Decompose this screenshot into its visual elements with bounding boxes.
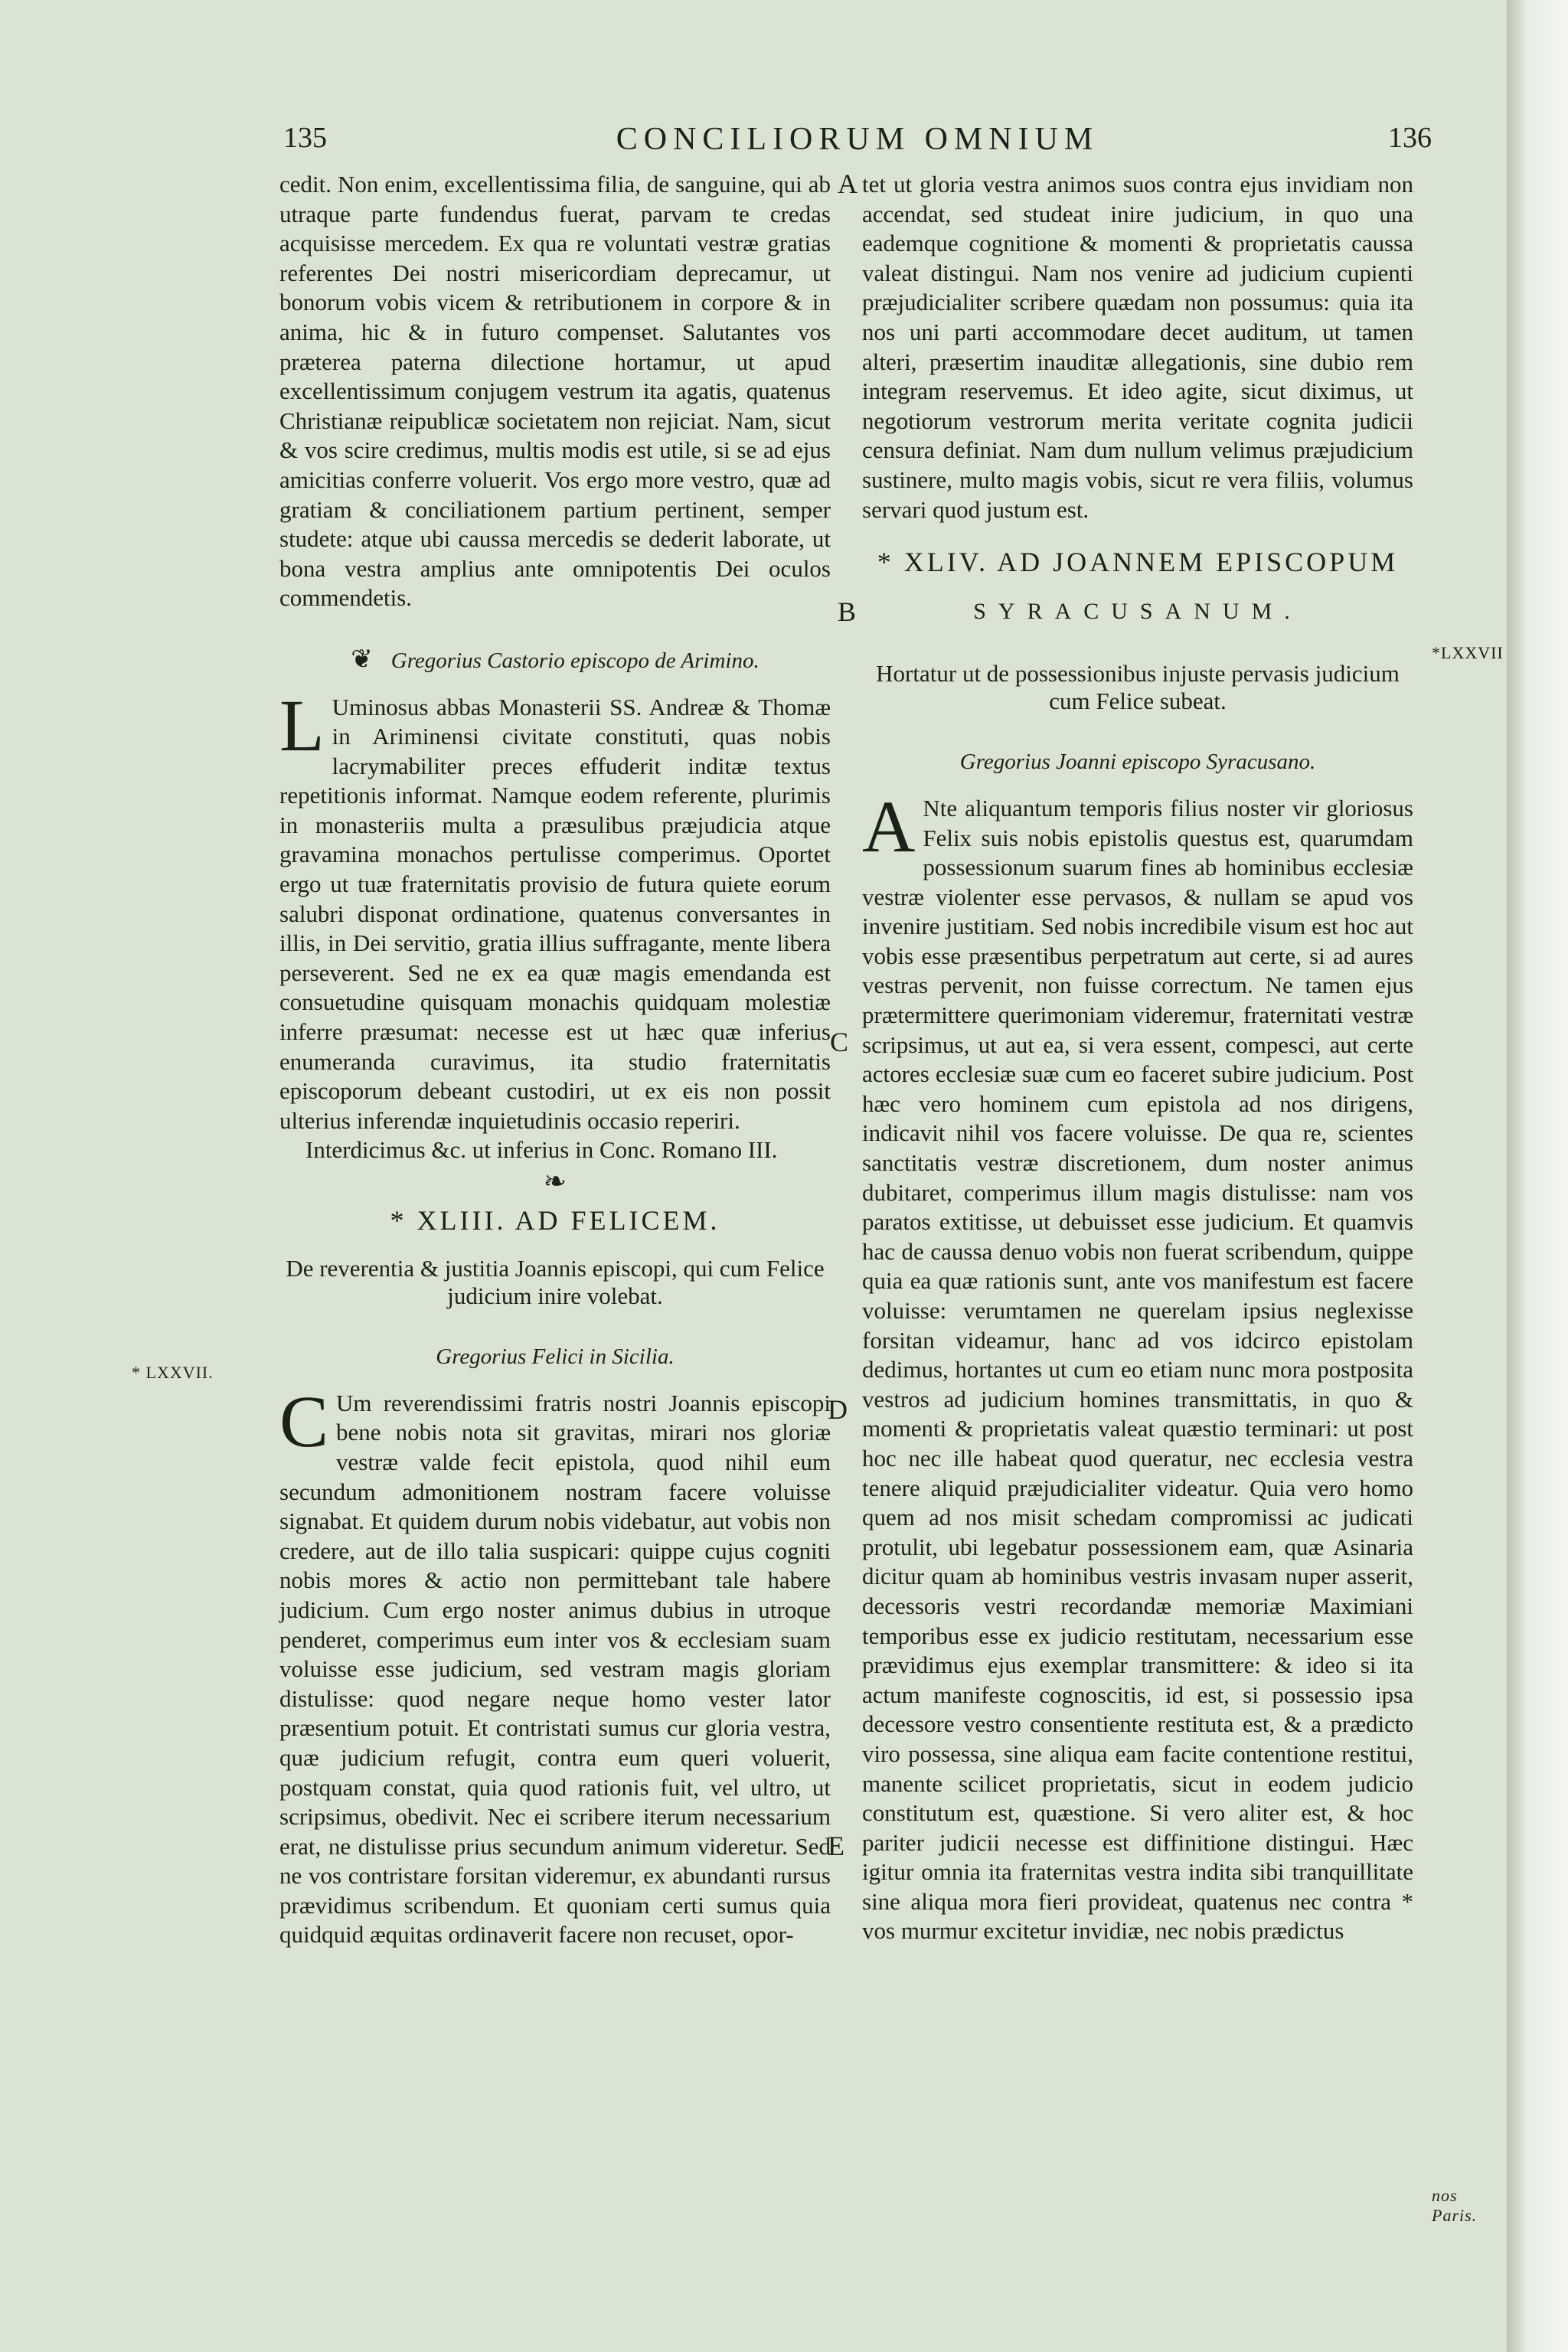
paragraph: tet ut gloria vestra animos suos contra ejus invidiam non accendat, sed studeat inire judicium, in quo una eademque cognitione & momenti & proprietatis caussa valeat distingui. Nam nos venire ad judicium cupienti præjudicialiter scribere quædam non possumus: quia ita nos uni parti accommodare decet auditum, ut tamen alteri, præsertim inauditæ allegationis, sine dubio rem integram reservemus. Et ideo agite, sicut diximus, ut negotiorum vestrorum merita veritate cognita judicii censura definiat. Nam dum nullum velimus præjudicium sustinere, multo magis vobis, sicut re vera filiis, volumus servari quod justum est. (862, 171, 1413, 523)
paragraph-text: Nte aliquantum temporis filius noster vir gloriosus Felix suis nobis epistolis questus est, quarumdam possessionum suarum fines ab hominibus ecclesiæ vestræ violenter esse pervasos, & nullam se apud vos invenire justitiam. Sed nobis incredibile visum est hoc aut vobis esse præsentibus perpetratum aut certe, si ad aures vestras pervenit, non fuisse correctum. Ne tamen ejus prætermittere querimoniam videremur, fraternitati vestræ scripsimus, ut aut ea, si vera essent, compesci, aut certe actores ecclesiæ suæ cum eo faceret subire judicium. Post hæc vero hominem cum epistola ad nos dirigens, indicavit nihil vos facere voluisse. De qua re, scientes sanctitatis vestræ discretionem, dum noster animus dubitaret, comperimus illum magis distulisse: nam vos paratos extitisse, ut debuisset esse judicium. Et quamvis hac de caussa denuo vobis non fuerat scribendum, quippe quia ea quæ rationis sunt, ante vos manifestum est facere voluisse: verumtamen ne querelam ipsius neglexisse forsitan videamur, hanc ad vos idcirco epistolam dedimus, hortantes ut cum eo etiam nunc mora postposita vestros ad judicium homines transmittatis, in quo & momenti & proprietatis valeat quæstio terminari: ut post hoc nec ille habeat quod queratur, nec ecclesia vestra tenere aliquid præjudicialiter videatur. Quia vero homo quem ad nos misit schedam compromissi ac judicati protulit, ubi legebatur possessionem eam, quæ Asinaria dicitur quam ab hominibus vestris invasam nuper asserit, decessoris vestri recordandæ memoriæ Maximiani temporibus esse ex judicio restitutam, necessarium esse prævidimus ejus exemplar transmittere: & ideo si ita actum manifeste cognoscitis, id est, si possessio ipsa decessore vestro consentiente restituta est, & a prædicto viro possessa, sine aliqua eam facite contentione restitui, manente scilicet proprietatis, sicut in eodem judicio constitutum est, quæstione. Si vero aliter est, & hoc pariter judicii necesse est diffinitione distingui. Hæc igitur omnia ita fraternitas vestra indita sibi tranquillitate sine aliqua mora fieri provideat, quatenus nec contra * vos murmur excitetur invidiæ, nec nobis prædictus (862, 794, 1413, 1945)
right-column (862, 170, 1413, 1946)
drop-cap: A (862, 785, 916, 867)
hand-ornament-icon: ❧ (543, 1166, 567, 1197)
page-number-left: 135 (283, 122, 327, 154)
running-head (283, 121, 1432, 159)
drop-cap: C (279, 1380, 329, 1462)
paragraph (862, 785, 1413, 1946)
margin-letter-d: D (828, 1394, 848, 1425)
paragraph: cedit. Non enim, excellentissima filia, de sanguine, qui ab utraque parte fundendus fuerat, parvam te credas acquisisse mercedem. Ex qua re voluntati vestræ gratias referentes Dei nostri misericordiam deprecamur, ut bonorum vobis vicem & retributionem in corpore & in anima, hic & in futuro compenset. Salutantes vos præterea paterna dilectione hortamur, ut apud excellentissimum conjugem vestrum ita agatis, quatenus Christianæ reipublicæ societatem non rejiciat. Nam, sicut & vos scire credimus, multis modis est utile, si se ad ejus amicitias conferre voluerit. Vos ergo more vestro, quæ ad gratiam & conciliationem partium pertinent, semper studete: atque ubi caussa mercedis se dederit laborate, ut bona vestra amplius ante omnipotentis Dei oculos commendetis. (279, 171, 831, 612)
paragraph (279, 684, 831, 1136)
paragraph: Interdicimus &c. ut inferius in Conc. Romano III. (305, 1136, 778, 1164)
section-summary: De reverentia & justitia Joannis episcopi, qui cum Felice judicium inire volebat. (286, 1255, 825, 1310)
running-title: CONCILIORUM OMNIUM (616, 122, 1099, 157)
dedication-text: Gregorius Joanni episcopo Syracusano. (959, 750, 1316, 775)
margin-letter-e: E (828, 1831, 844, 1861)
paragraph-text: Uminosus abbas Monasterii SS. Andreæ & Thomæ in Ariminensi civitate constituti, quas nobis lacrymabiliter preces effuderit inditæ textus repetitionis informat. Namque eodem referente, plurimis in monasteriis multa a præsulibus præjudicia atque gravamina monachos pertulisse comperimus. Oportet ergo ut tuæ fraternitatis provisio de futura quiete eorum salubri disponat ordinatione, quatenus conversantes in illis, in Dei servitio, gratia illius suffragante, mente libera perseverent. Sed ne ex ea quæ magis emendanda est consuetudine quisquam monachis quidquam molestiæ inferre præsumat: necesse est ut hæc quæ inferius enumeranda curavimus, ita studio fraternitatis episcoporum debeant custodiri, ut ex eis non possit ulterius inferendæ inquietudinis occasio reperiri. (279, 693, 831, 1134)
margin-letter-a: A (838, 168, 858, 199)
margin-letter-c: C (830, 1027, 849, 1057)
dedication-text: Gregorius Felici in Sicilia. (436, 1344, 675, 1370)
fleuron-icon: ❦ (351, 645, 373, 674)
dedication-line (279, 645, 831, 676)
margin-letter-b: B (838, 596, 857, 627)
page-gutter (1507, 0, 1568, 2352)
side-note-left: * LXXVII. (132, 1363, 214, 1382)
section-title: * XLIV. AD JOANNEM EPISCOPUM (877, 547, 1399, 578)
paragraph-text: Um reverendissimi fratris nostri Joannis episcopi bene nobis nota sit gravitas, mirari nos gloriæ vestræ valde fecit epistola, quod nihil eum secundum admonitionem nostram facere voluisse signabat. Et quidem durum nobis videbatur, aut vobis non credere, aut de illo talia suspicari: quippe cujus cogniti nobis mores & actio non permittebant tale habere judicium. Cum ergo noster animus dubius in utroque penderet, comperimus eum inter vos & ecclesiam suam voluisse esse judicium, sed vestram magis gloriam distulisse: quod negare neque homo vester lator præsentium potuit. Et contristati sumus cur gloria vestra, quæ judicium refugit, contra eum queri voluerit, postquam constat, quia quod rationis fuit, vel ultro, ut scripsimus, obedivit. Nec ei scribere iterum necessarium erat, ne distulisse prius secundum animum videretur. Sed ne vos contristare forsitan videremur, ex abundanti rursus prævidimus scribendum. Et quoniam certi sumus quia quidquid æquitas ordinaverit facere non recuset, opor- (279, 1389, 831, 1949)
section-summary: Hortatur ut de possessionibus injuste pervasis judicium cum Felice subeat. (876, 660, 1400, 715)
section-subtitle: SYRACUSANUM. (973, 598, 1302, 624)
page-number-right: 136 (1388, 122, 1432, 154)
side-note-right: *LXXVII (1432, 643, 1504, 662)
drop-cap: L (279, 684, 325, 766)
left-column (279, 170, 831, 1950)
section-title: * XLIII. AD FELICEM. (390, 1204, 720, 1236)
paragraph (279, 1380, 831, 1950)
side-note-paris: nos Paris. (1432, 2186, 1478, 2225)
dedication-text: Gregorius Castorio episcopo de Arimino. (390, 648, 760, 673)
